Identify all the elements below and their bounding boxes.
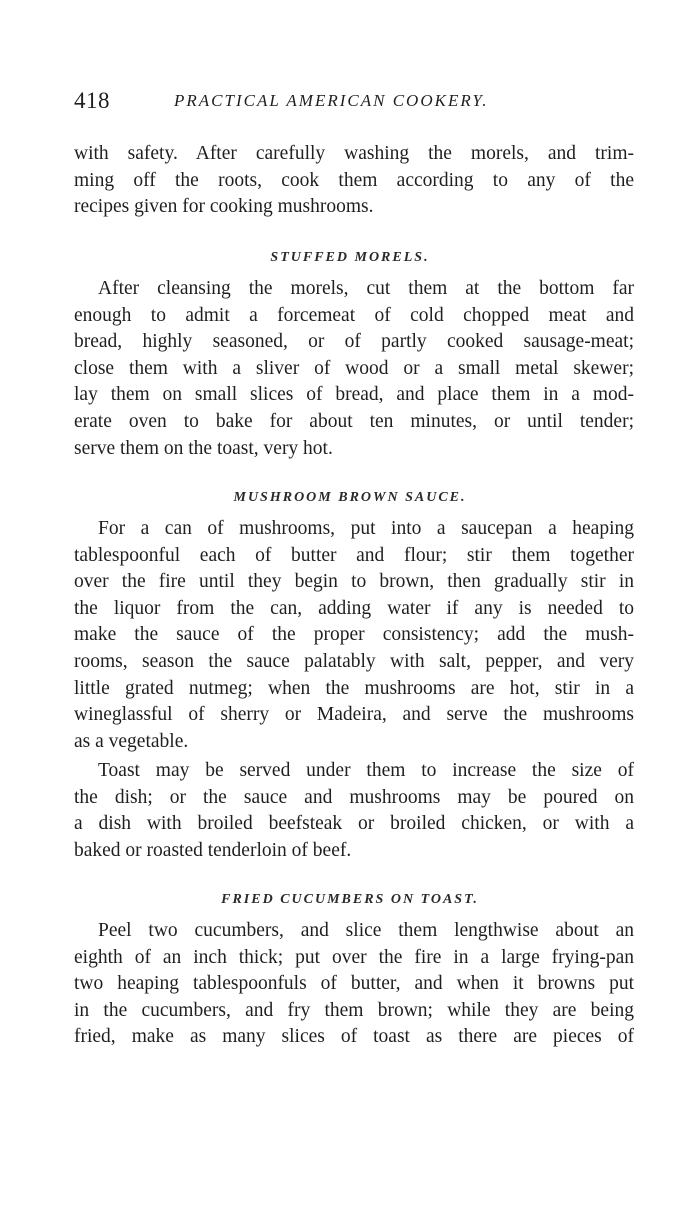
text-line: erate oven to bake for about ten minutes, or until tender; [74,410,634,432]
text-line: close them with a sliver of wood or a small metal skewer; [74,357,634,379]
text-line: eighth of an inch thick; put over the fire in a large frying-pan [74,946,634,968]
text-line: over the fire until they begin to brown, then gradually stir in [74,571,634,593]
text-line: the liquor from the can, adding water if any is needed to [74,597,634,619]
text-line: tablespoonful each of butter and flour; stir them together [74,544,634,566]
text-line: make the sauce of the proper consistency; add the mush- [74,624,634,646]
text-line: Peel two cucumbers, and slice them lengthwise about an [98,920,634,941]
paragraph-stuffed-morels [74,276,634,462]
paragraph-fried-cucumbers [74,918,634,1051]
text-line: with safety. After carefully washing the morels, and trim- [74,143,634,164]
text-line: lay them on small slices of bread, and place them in a mod- [74,384,634,406]
text-line: bread, highly seasoned, or of partly cooked sausage-meat; [74,331,634,353]
running-title: PRACTICAL AMERICAN COOKERY. [174,91,489,110]
text-line: serve them on the toast, very hot. [74,437,333,459]
paragraph-toast-serving [74,758,634,864]
text-line: fried, make as many slices of toast as there are pieces of [74,1026,634,1048]
text-line: baked or roasted tenderloin of beef. [74,839,352,861]
text-line: enough to admit a forcemeat of cold chopped meat and [74,304,634,326]
text-line: ming off the roots, cook them according to any of the [74,169,634,191]
paragraph-continuation [74,141,634,221]
text-line: in the cucumbers, and fry them brown; while they are being [74,999,634,1021]
recipe-heading-fried-cucumbers: FRIED CUCUMBERS ON TOAST. [221,892,479,907]
text-line: the dish; or the sauce and mushrooms may be poured on [74,786,634,808]
page-number: 418 [74,88,110,113]
text-line: little grated nutmeg; when the mushrooms are hot, stir in a [74,677,634,699]
text-line: wineglassful of sherry or Madeira, and serve the mushrooms [74,704,634,726]
recipe-heading-stuffed-morels: STUFFED MORELS. [270,250,430,265]
page-header [74,88,644,118]
recipe-heading-mushroom-brown-sauce: MUSHROOM BROWN SAUCE. [233,490,467,505]
text-line: After cleansing the morels, cut them at the bottom far [98,278,634,299]
text-line: rooms, season the sauce palatably with salt, pepper, and very [74,650,634,672]
paragraph-mushroom-brown-sauce [74,516,634,755]
text-line: as a vegetable. [74,730,189,752]
text-line: a dish with broiled beefsteak or broiled chicken, or with a [74,813,634,835]
text-line: Toast may be served under them to increase the size of [98,760,634,781]
text-line: two heaping tablespoonfuls of butter, and when it browns put [74,973,634,995]
text-line: recipes given for cooking mushrooms. [74,196,374,218]
text-line: For a can of mushrooms, put into a saucepan a heaping [98,518,634,539]
